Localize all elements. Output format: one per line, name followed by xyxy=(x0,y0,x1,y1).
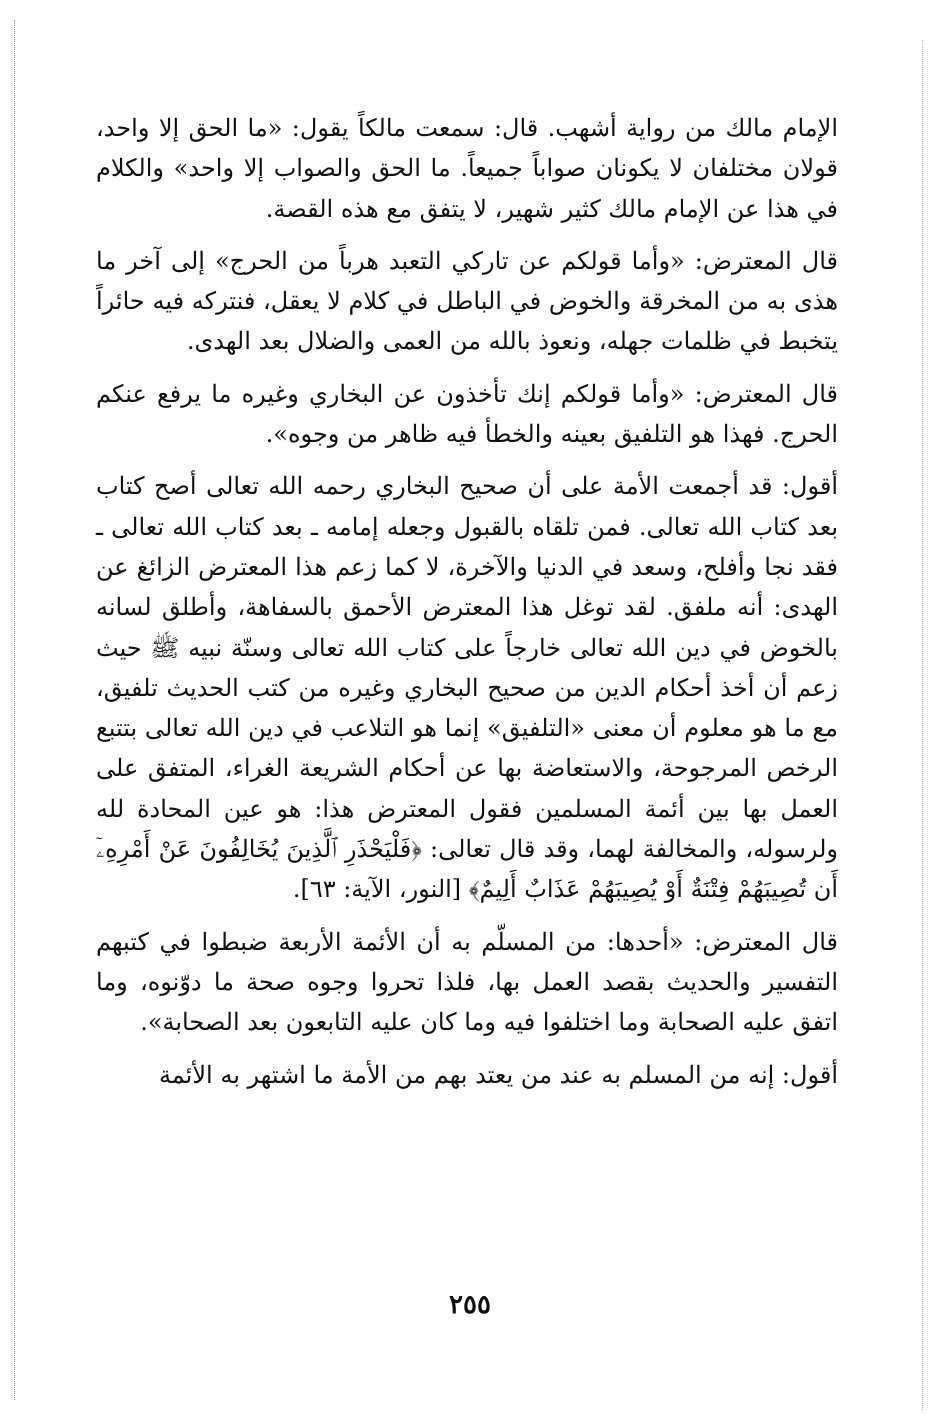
paragraph-maliks-saying: الإمام مالك من رواية أشهب. قال: سمعت مالكاً يقول: «ما الحق إلا واحد، قولان مختلفان لا يكونان صواباً جميعاً. ما الحق والصواب إلا واحد» والكلام في هذا عن الإمام مالك كثير شهير، لا يتفق مع هذه القصة. xyxy=(96,114,838,223)
paragraph-objector-bukhari: قال المعترض: «وأما قولكم إنك تأخذون عن البخاري وغيره ما يرفع عنكم الحرج. فهذا هو التلفيق بعينه والخطأ فيه ظاهر من وجوه». xyxy=(96,379,838,449)
paragraph-reply-imams: أقول: إنه من المسلم به عند من يعتد بهم من الأمة ما اشتهر به الأئمة xyxy=(158,1060,838,1089)
paragraph-objector-hardship: قال المعترض: «وأما قولكم عن تاركي التعبد هرباً من الحرج» إلى آخر ما هذى به من المخرقة والخوض في الباطل في كلام لا يعقل، فنتركه فيه حائراً يتخبط في ظلمات جهله، ونعوذ بالله من العمى والضلال بعد الهدى. xyxy=(96,246,838,356)
quran-verse: ﴿فَلْيَحْذَرِ ٱلَّذِينَ يُخَالِفُونَ عَنْ أَمْرِهِۦٓ أَن تُصِيبَهُمْ فِتْنَةٌ أَوْ يُصِيبَهُمْ عَذَابٌ أَلِيمٌ﴾ xyxy=(96,835,838,904)
reply-text: أقول: قد أجمعت الأمة على أن صحيح البخاري رحمه الله تعالى أصح كتاب بعد كتاب الله تعالى. فمن تلقاه بالقبول وجعله إمامه ـ بعد كتاب الله تعالى ـ فقد نجا وأفلح، وسعد في الدنيا والآخرة، لا كما زعم هذا المعترض الزائغ عن الهدى: أنه ملفق. لقد توغل هذا المعترض الأحمق بالسفاهة، وأطلق لسانه بالخوض في دين الله تعالى خارجاً على كتاب الله تعالى وسنّة نبيه ﷺ حيث زعم أن أخذ أحكام الدين من صحيح البخاري وغيره من كتب الحديث تلفيق، مع ما هو معلوم أن معنى «التلفيق» إنما هو التلاعب في دين الله تعالى بتتبع الرخص المرجوحة، والاستعاضة بها عن أحكام الشريعة الغراء، المتفق على العمل بها بين أئمة المسلمين فقول المعترض هذا: هو عين المحادة لله ولرسوله، والمخالفة لهما، وقد قال تعالى: xyxy=(96,472,838,864)
page-body xyxy=(96,108,838,1107)
page-edge-right xyxy=(922,40,923,1410)
verse-citation: [النور، الآية: ٦٣]. xyxy=(292,875,462,904)
page-number: ٢٥٥ xyxy=(449,1290,491,1320)
page-edge-left xyxy=(14,20,15,1400)
paragraph-reply-bukhari xyxy=(96,466,838,909)
paragraph-objector-four-imams: قال المعترض: «أحدها: من المسلّم به أن الأئمة الأربعة ضبطوا في كتبهم التفسير والحديث بقصد العمل بها، فلذا تحروا وجوه صحة ما دوّنوه، وما اتفق عليه الصحابة وما اختلفوا فيه وما كان عليه التابعون بعد الصحابة». xyxy=(96,927,838,1037)
